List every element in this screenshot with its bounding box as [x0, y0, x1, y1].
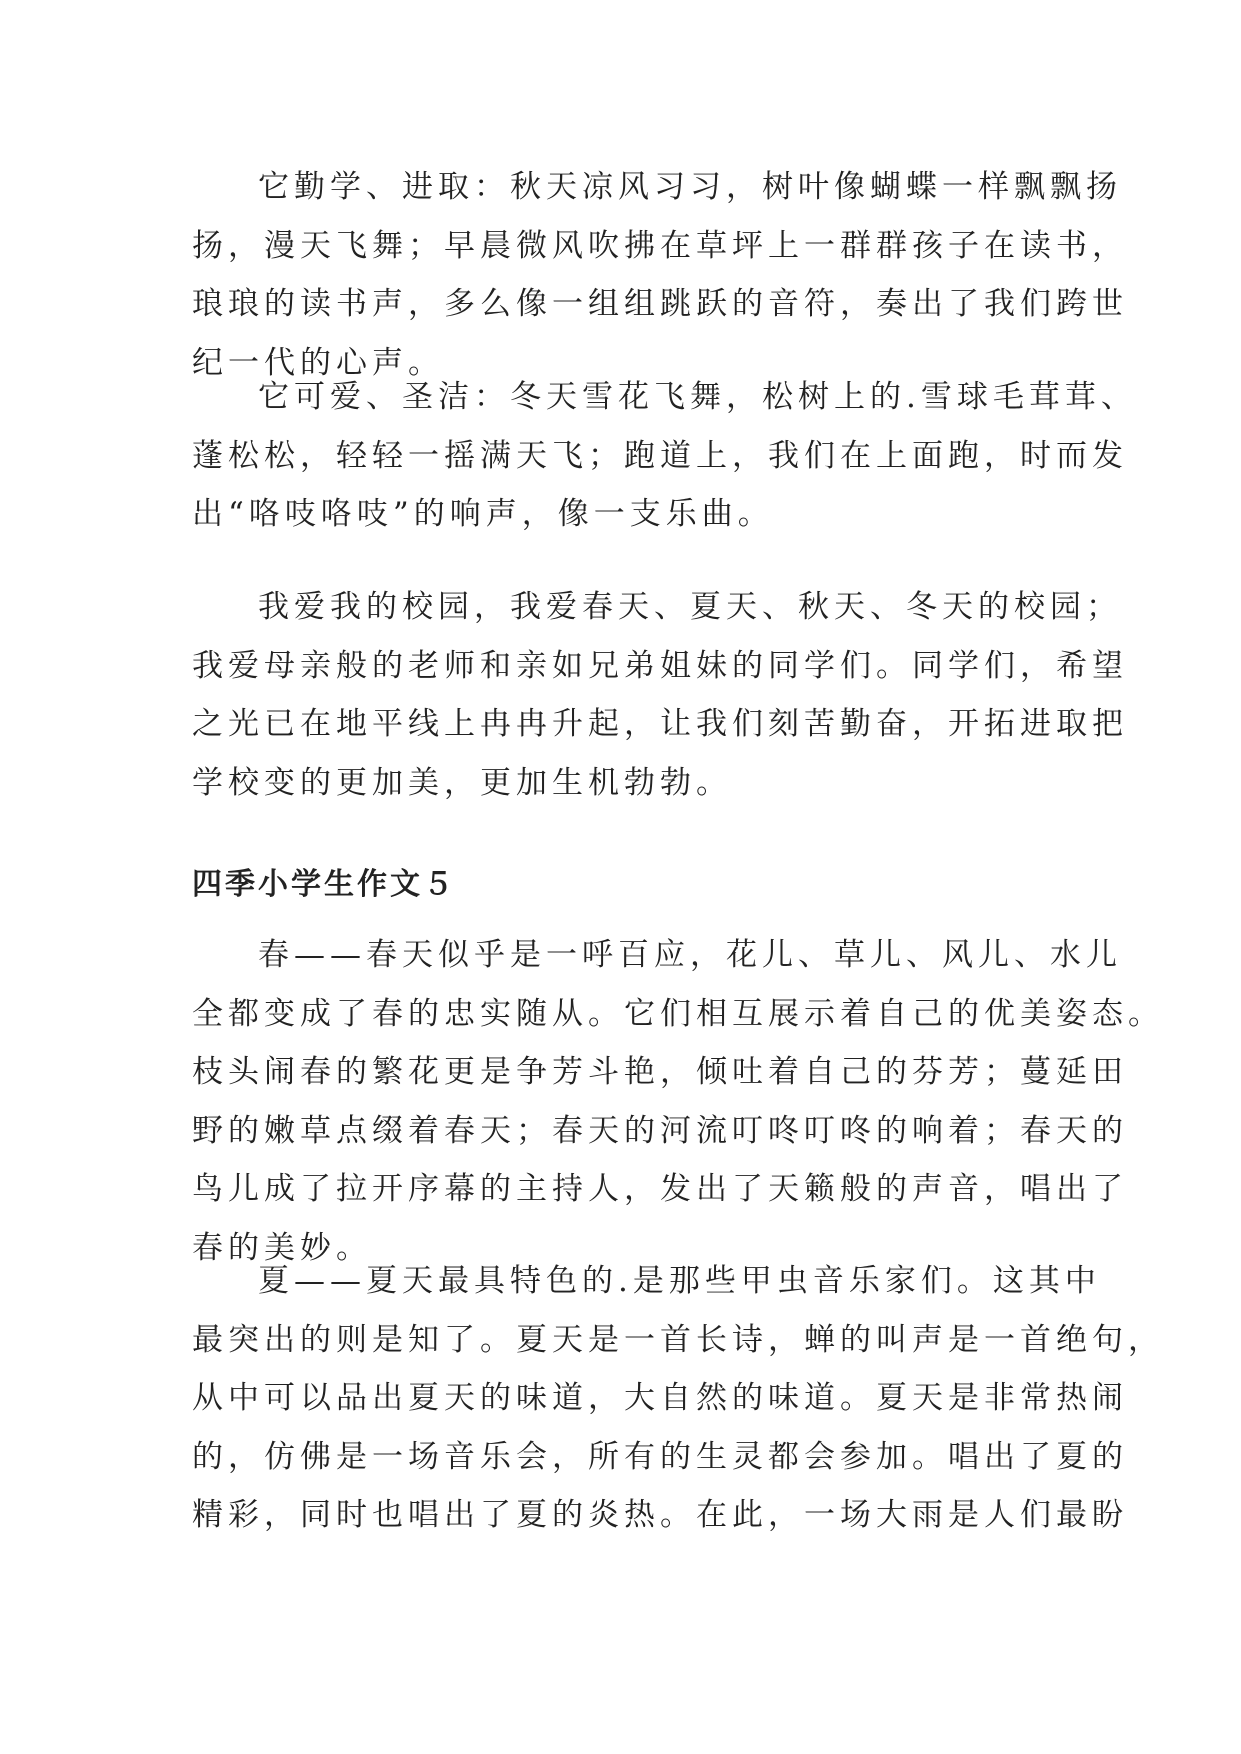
paragraph-love-campus: [192, 578, 1128, 812]
text-line: 纪一代的心声。: [192, 344, 444, 381]
text-line: 出“咯吱咯吱”的响声，像一支乐曲。: [192, 496, 774, 532]
text-line: 鸟儿成了拉开序幕的主持人，发出了天籁般的声音，唱出了: [192, 1171, 1128, 1207]
text-line: 枝头闹春的繁花更是争芳斗艳，倾吐着自己的芬芳；蔓延田: [192, 1054, 1128, 1090]
paragraph-winter: [192, 368, 1137, 544]
text-line: 夏——夏天最具特色的.是那些甲虫音乐家们。这其中: [258, 1263, 1101, 1299]
text-line: 它可爱、圣洁：冬天雪花飞舞，松树上的.雪球毛茸茸、: [258, 379, 1137, 415]
text-line: 扬，漫天飞舞；早晨微风吹拂在草坪上一群群孩子在读书，: [192, 227, 1128, 264]
text-line: 我爱母亲般的老师和亲如兄弟姐妹的同学们。同学们，希望: [192, 647, 1128, 684]
paragraph-spring: [192, 926, 1164, 1277]
text-line: 从中可以品出夏天的味道，大自然的味道。夏天是非常热闹: [192, 1380, 1128, 1416]
text-line: 野的嫩草点缀着春天；春天的河流叮咚叮咚的响着；春天的: [192, 1112, 1128, 1149]
text-line: 春的美妙。: [192, 1229, 372, 1266]
text-line: 蓬松松，轻轻一摇满天飞；跑道上，我们在上面跑，时而发: [192, 437, 1128, 474]
text-line: 琅琅的读书声，多么像一组组跳跃的音符，奏出了我们跨世: [192, 286, 1128, 322]
text-line: 我爱我的校园，我爱春天、夏天、秋天、冬天的校园；: [258, 589, 1122, 625]
paragraph-autumn: [192, 158, 1128, 392]
text-line: 之光已在地平线上冉冉升起，让我们刻苦勤奋，开拓进取把: [192, 706, 1128, 742]
paragraph-summer: [192, 1252, 1164, 1545]
text-line: 的，仿佛是一场音乐会，所有的生灵都会参加。唱出了夏的: [192, 1438, 1128, 1475]
text-line: 学校变的更加美，更加生机勃勃。: [192, 764, 732, 801]
text-line: 春——春天似乎是一呼百应，花儿、草儿、风儿、水儿: [258, 937, 1122, 973]
text-line: 全都变成了春的忠实随从。它们相互展示着自己的优美姿态。: [192, 995, 1164, 1032]
section-title: 四季小学生作文５: [192, 867, 456, 902]
text-line: 最突出的则是知了。夏天是一首长诗，蝉的叫声是一首绝句，: [192, 1321, 1164, 1358]
text-line: 精彩，同时也唱出了夏的炎热。在此，一场大雨是人们最盼: [192, 1497, 1128, 1533]
text-line: 它勤学、进取：秋天凉风习习，树叶像蝴蝶一样飘飘扬: [258, 169, 1122, 205]
